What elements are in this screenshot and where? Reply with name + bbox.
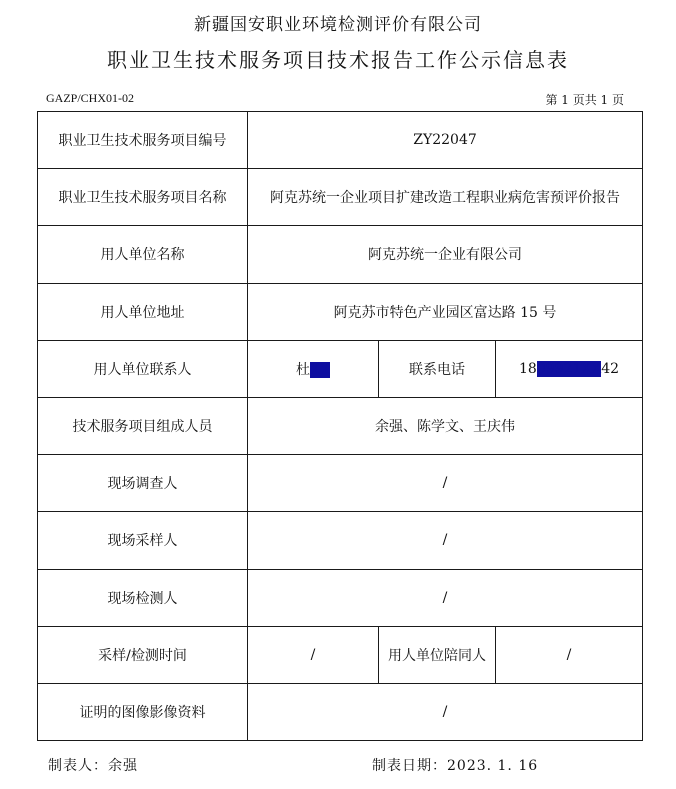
contact-label: 用人单位联系人 (38, 340, 248, 397)
project-no-label: 职业卫生技术服务项目编号 (38, 112, 248, 169)
redaction-block: 09921XX (536, 360, 602, 377)
table-row (38, 397, 643, 454)
form-title: 职业卫生技术服务项目技术报告工作公示信息表 (107, 48, 569, 72)
sampling-value: / (248, 512, 643, 569)
company-name: 新疆国安职业环境检测评价有限公司 (194, 15, 482, 35)
employer-name-value: 阿克苏统一企业有限公司 (248, 226, 643, 283)
table-row (38, 683, 643, 740)
table-row (38, 569, 643, 626)
phone-value (496, 340, 643, 397)
redaction-block: XX (310, 361, 330, 378)
page-info: 第 1 页共 1 页 (545, 93, 624, 107)
table-row (38, 226, 643, 283)
evidence-value: / (248, 683, 643, 740)
contact-name (248, 340, 379, 397)
phone-label: 联系电话 (379, 340, 496, 397)
project-no-value: ZY22047 (248, 112, 643, 169)
table-row (38, 340, 643, 397)
companion-label: 用人单位陪同人 (379, 626, 496, 683)
phone-suffix: 42 (601, 360, 620, 377)
table-row (38, 283, 643, 340)
info-table (37, 111, 643, 741)
employer-address-label: 用人单位地址 (38, 283, 248, 340)
testing-label: 现场检测人 (38, 569, 248, 626)
sample-time-label: 采样/检测时间 (38, 626, 248, 683)
table-row (38, 455, 643, 512)
evidence-label: 证明的图像影像资料 (38, 683, 248, 740)
team-value: 余强、陈学文、王庆伟 (248, 397, 643, 454)
employer-name-label: 用人单位名称 (38, 226, 248, 283)
table-row (38, 512, 643, 569)
contact-name-visible: 杜 (296, 361, 311, 378)
sampling-label: 现场采样人 (38, 512, 248, 569)
table-row (38, 169, 643, 226)
testing-value: / (248, 569, 643, 626)
prepared-date: 制表日期：2023. 1. 16 (372, 758, 539, 774)
team-label: 技术服务项目组成人员 (38, 397, 248, 454)
sample-time-value: / (248, 626, 379, 683)
employer-address-value: 阿克苏市特色产业园区富达路 15 号 (248, 283, 643, 340)
table-row (38, 112, 643, 169)
table-row (38, 626, 643, 683)
document-number: GAZP/CHX01-02 (46, 91, 135, 105)
phone-prefix: 18 (518, 360, 537, 377)
project-name-value: 阿克苏统一企业项目扩建改造工程职业病危害预评价报告 (248, 169, 643, 226)
survey-value: / (248, 455, 643, 512)
survey-label: 现场调查人 (38, 455, 248, 512)
project-name-label: 职业卫生技术服务项目名称 (38, 169, 248, 226)
prepared-by: 制表人：余强 (48, 758, 138, 774)
companion-value: / (496, 626, 643, 683)
